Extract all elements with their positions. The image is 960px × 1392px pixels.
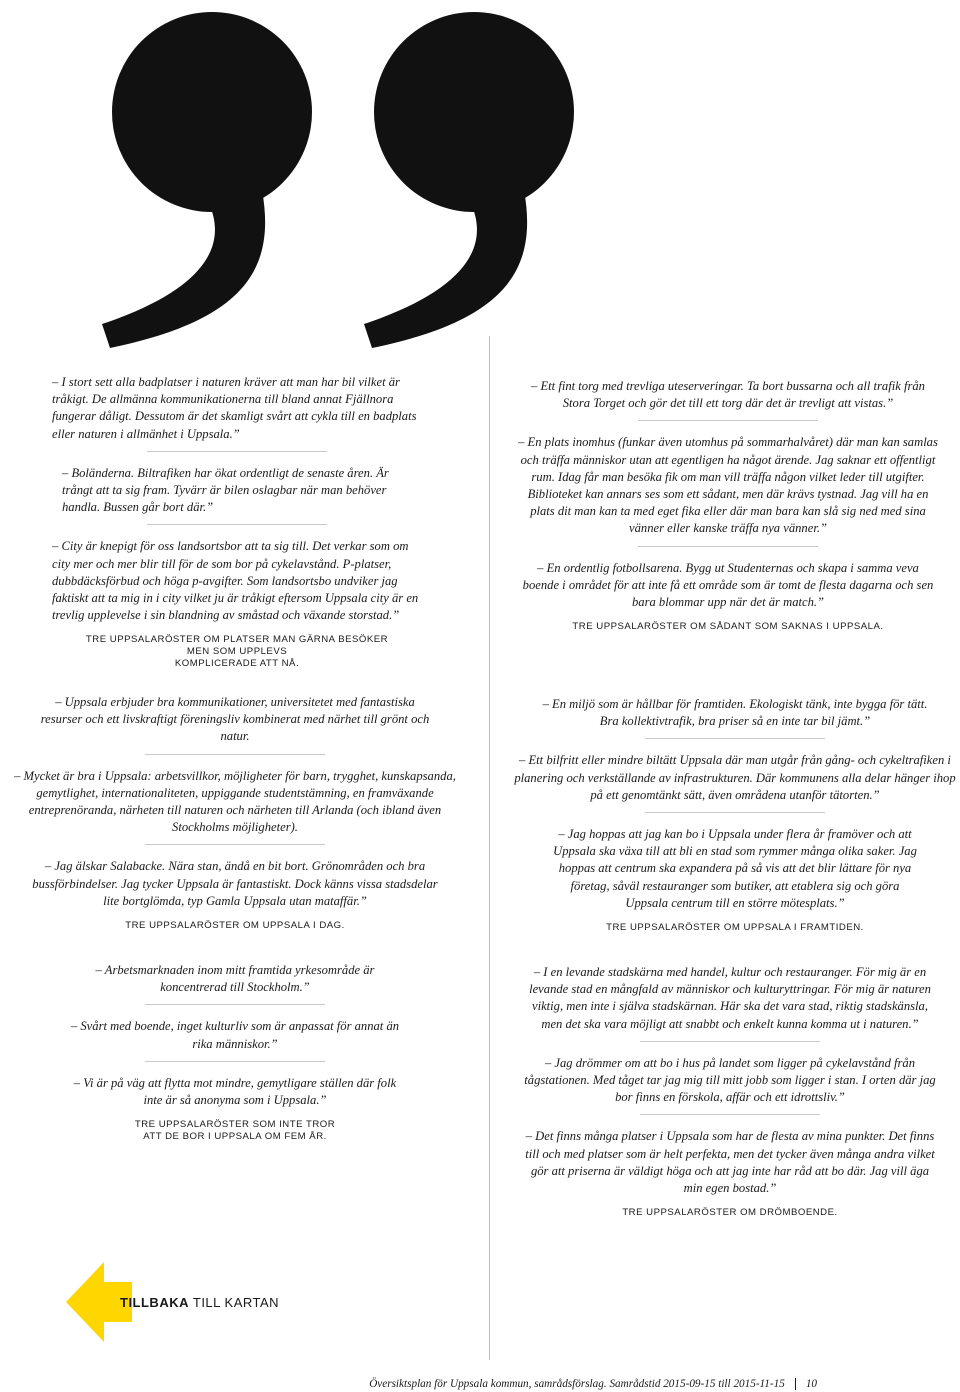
section-source: TRE UPPSALARÖSTER OM DRÖMBOENDE. <box>622 1207 838 1219</box>
quote: – Jag älskar Salabacke. Nära stan, ändå en bit bort. Grönområden och bra bussförbindelser. Jag tycker Uppsala är fantastiskt. Dock känns vissa stadsdelar lite bortglömda, typ Gamla Uppsala utan mataffär.” <box>32 859 438 908</box>
section-source: TRE UPPSALARÖSTER OM UPPSALA I FRAMTIDEN. <box>606 922 864 934</box>
quote: – En ordentlig fotbollsarena. Bygg ut Studenternas och skapa i samma veva boende i området för att inte få ett område som är tomt de flesta dagarna och sen bara blommar upp när det är match.” <box>522 560 934 610</box>
separator <box>645 812 825 813</box>
quote: – Arbetsmarknaden inom mitt framtida yrkesområde är koncentrerad till Stockholm.” <box>95 963 375 995</box>
footer-text: Översiktsplan för Uppsala kommun, samrådsförslag. Samrådstid 2015-09-15 till 2015-11-15 <box>369 1378 785 1390</box>
quote: – Ett fint torg med trevliga uteserveringar. Ta bort bussarna och all trafik från Stora Torget och gör det till ett torg där det är trevligt att vistas.” <box>531 379 925 411</box>
quote: – Jag hoppas att jag kan bo i Uppsala under flera år framöver och att Uppsala ska växa till att bli en stad som rymmer många olika saker. Jag hoppas att centrum ska expandera på så vis att det blir lättare för nya företag, såväl restauranger som butiker, att etablera sig och göra Uppsala centrum till en större mötesplats.” <box>553 827 917 910</box>
separator <box>640 1041 820 1042</box>
quotes-leaving-uppsala <box>70 962 400 1143</box>
quote: – Jag drömmer om att bo i hus på landet som ligger på cykelavstånd från tågstationen. Med tåget tar jag mig till mitt jobb som ligger i stan. I orten där jag bor finns en förskola, affär och ett idrottsliv.” <box>524 1055 936 1105</box>
back-to-map-link[interactable] <box>66 1262 279 1342</box>
quotes-missing-things <box>518 378 938 633</box>
quotes-dream-home <box>520 964 940 1219</box>
quote: – Det finns många platser i Uppsala som har de flesta av mina punkter. Det finns till och med platser som är helt perfekta, men det tycker även många andra vilket gör att priserna är väldigt höga och att jag inte har råd att bo där. Jag vill äga min egen bostad.” <box>525 1129 935 1196</box>
quote: – Mycket är bra i Uppsala: arbetsvillkor, möjligheter för barn, trygghet, kunskapsanda, gemytlighet, internationaliteten, uppiggande studentstämning, en framväxande entreprenöranda, närheten till naturen och närheten till Arlanda (och ibland även Stockholms möjligheter). <box>14 768 456 835</box>
quote: – En miljö som är hållbar för framtiden. Ekologiskt tänk, inte bygga för tätt. Bra kollektivtrafik, bra priser så en inte tar bil jämt.” <box>542 697 928 729</box>
separator <box>638 546 818 547</box>
separator <box>145 1004 325 1005</box>
separator <box>147 524 327 525</box>
quote: – Ett bilfritt eller mindre biltätt Uppsala där man utgår från gång- och cykeltrafiken i planering och verkställande av infrastrukturen. Där kommunens alla delar hänger ihop på ett genomtänkt sätt, även områdena utanför tätorten.” <box>514 753 956 802</box>
quote: – City är knepigt för oss landsortsbor att ta sig till. Det verkar som om city mer och mer blir till för de som bor på cykelavstånd. P-platser, dubbdäcksförbud och höga p-avgifter. Som landsortsbo undviker jag faktiskt att ta mig in i city vilket ju är tråkigt eftersom Uppsala city är en trevlig upplevelse i sin blandning av småstad och växande storstad.” <box>52 539 419 623</box>
quotation-mark-icon <box>50 0 610 350</box>
separator <box>145 754 325 755</box>
footer-divider <box>795 1378 796 1390</box>
quote: – Boländerna. Biltrafiken har ökat ordentligt de senaste åren. Är trångt att ta sig fram. Tyvärr är bilen oslagbar när man behöver handla. Bussen går bort där.” <box>62 465 389 515</box>
section-source: TRE UPPSALARÖSTER OM UPPSALA I DAG. <box>125 920 345 932</box>
page-number: 10 <box>805 1378 817 1390</box>
section-source: TRE UPPSALARÖSTER OM SÅDANT SOM SAKNAS I UPPSALA. <box>572 621 884 633</box>
quotes-uppsala-today <box>0 694 470 932</box>
quote: – I en levande stadskärna med handel, kultur och restauranger. För mig är en levande stad en mångfald av människor och kulturyttringar. För mig är naturen viktig, men inte i själva stadskärnan. Här ska det vara stad, riktig stadskänsla, men det ska vara möjligt att snabbt och enkelt kunna komma ut i naturen.” <box>529 965 931 1031</box>
separator <box>145 844 325 845</box>
quote: – Uppsala erbjuder bra kommunikationer, universitetet med fantastiska resurser och ett livskraftigt föreningsliv kombinerat med närhet till grönt och natur. <box>40 695 430 744</box>
page-footer <box>369 1378 817 1390</box>
separator <box>640 1114 820 1115</box>
separator <box>638 420 818 421</box>
quote: – Vi är på väg att flytta mot mindre, gemytligare ställen där folk inte är så anonyma som i Uppsala.” <box>73 1075 397 1108</box>
section-source: TRE UPPSALARÖSTER OM PLATSER MAN GÄRNA BESÖKER MEN SOM UPPLEVS KOMPLICERADE ATT NÅ. <box>85 634 389 670</box>
quote: – I stort sett alla badplatser i naturen kräver att man har bil vilket är tråkigt. De allmänna kommunikationerna till bland annat Fjällnora fungerar dåligt. Dessutom är det skamligt svårt att cykla till en badplats eller naturen i allmänhet i Uppsala.” <box>52 375 417 441</box>
separator <box>147 451 327 452</box>
quotes-hard-to-reach <box>52 374 422 670</box>
separator <box>145 1061 325 1062</box>
column-divider <box>489 336 490 1360</box>
quote: – En plats inomhus (funkar även utomhus på sommarhalvåret) där man kan samlas och träffa människor utan att egentligen ha något ärende. Jag saknar ett offentligt rum. Idag får man besöka fik om man vill träffa någon vilket leder till utgifter. Biblioteket kan annars ses som ett sådant, men där krävs tystnad. Jag vill ha en plats dit man kan ta med eget fika eller där man bara kan slå sig ned med sina vänner eller kanske träffa nya vänner.” <box>518 435 938 536</box>
quote: – Svårt med boende, inget kulturliv som är anpassat för annat än rika människor.” <box>70 1019 400 1051</box>
separator <box>645 738 825 739</box>
back-to-map-label: TILLBAKA TILL KARTAN <box>120 1294 280 1310</box>
section-source: TRE UPPSALARÖSTER SOM INTE TROR ATT DE BOR I UPPSALA OM FEM ÅR. <box>134 1119 336 1143</box>
quotes-uppsala-future <box>510 696 960 934</box>
